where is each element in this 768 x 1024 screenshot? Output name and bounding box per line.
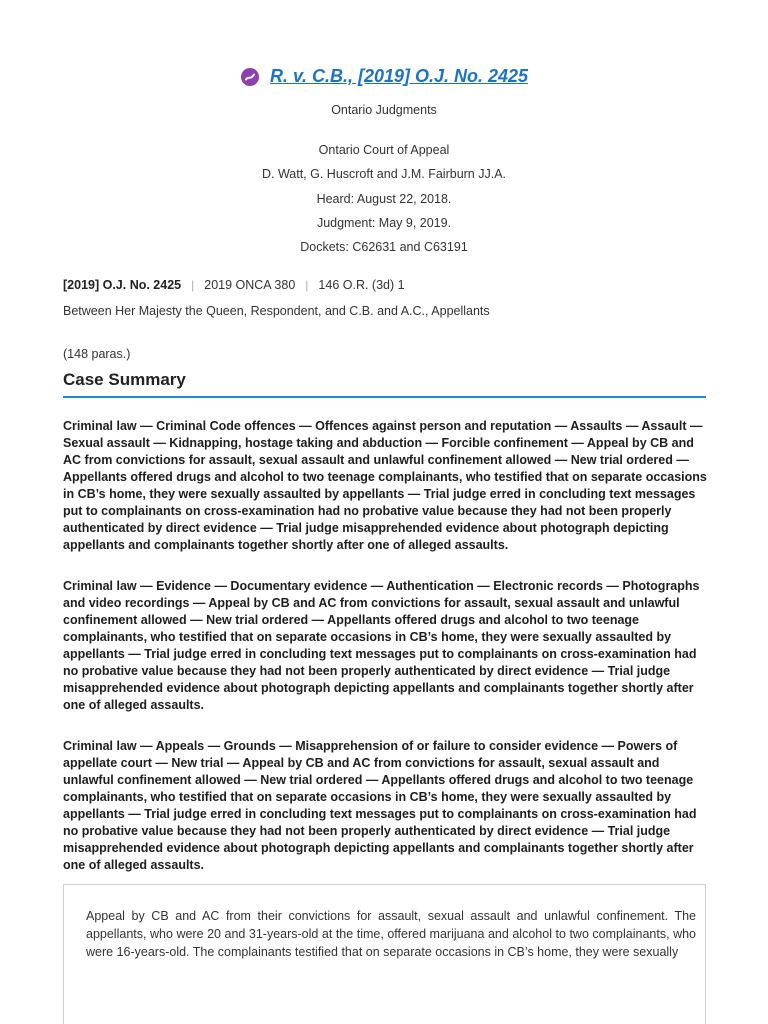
citation-row <box>63 278 405 292</box>
summary-paragraph: Criminal law — Criminal Code offences — Offences against person and reputation — Assaults — Assault — Sexual assault — Kidnapping, hostage taking and abduction — Forcible confinement — Appeal by CB and AC from convictions for assault, sexual assault and unlawful confinement allowed — New trial ordered — Appellants offered drugs and alcohol to two teenage complainants, who testified that on separate occasions in CB’s home, they were sexually assaulted by appellants — Trial judge erred in concluding text messages put to complainants on cross-examination had no probative value because they had not been properly authenticated by direct evidence — Trial judge misapprehended evidence about photograph depicting appellants and complainants together shortly after one of alleged assaults. <box>63 419 707 552</box>
heard-date: Heard: August 22, 2018. <box>316 192 452 206</box>
document-logo-icon <box>240 67 260 87</box>
case-title-link[interactable]: R. v. C.B., [2019] O.J. No. 2425 <box>269 66 529 86</box>
paragraph-count: (148 paras.) <box>63 347 131 361</box>
case-summary-heading: Case Summary <box>63 370 706 398</box>
case-title-row <box>0 66 768 98</box>
summary-paragraph: Criminal law — Appeals — Grounds — Misapprehension of or failure to consider evidence — Powers of appellate court — New trial — Appeal by CB and AC from convictions for assault, sexual assault and unlawful confinement allowed — New trial ordered — Appellants offered drugs and alcohol to two teenage complainants, who testified that on separate occasions in CB’s home, they were sexually assaulted by appellants — Trial judge erred in concluding text messages put to complainants on cross-examination had no probative value because they had not been properly authenticated by direct evidence — Trial judge misapprehended evidence about photograph depicting appellants and complainants together shortly after one of alleged assaults. <box>63 739 697 872</box>
publication-name: Ontario Judgments <box>331 103 437 117</box>
headnote-box <box>63 884 706 1024</box>
citation-separator: | <box>191 278 195 292</box>
citation-secondary: 2019 ONCA 380 <box>204 278 296 292</box>
headnote-text: Appeal by CB and AC from their convictions for assault, sexual assault and unlawful confinement. The appellants, who were 20 and 31-years-old at the time, offered marijuana and alcohol to two complainants, who were 16-years-old. The complainants testified that on separate occasions in CB’s home, they were sexually <box>86 909 696 959</box>
dockets: Dockets: C62631 and C63191 <box>300 240 468 254</box>
parties-line: Between Her Majesty the Queen, Respondent, and C.B. and A.C., Appellants <box>63 304 490 318</box>
summary-paragraph: Criminal law — Evidence — Documentary evidence — Authentication — Electronic records — Photographs and video recordings — Appeal by CB and AC from convictions for assault, sexual assault and unlawful confinement allowed — New trial ordered — Appellants offered drugs and alcohol to two teenage complainants, who testified that on separate occasions in CB’s home, they were sexually assaulted by appellants — Trial judge erred in concluding text messages put to complainants on cross-examination had no probative value because they had not been properly authenticated by direct evidence — Trial judge misapprehended evidence about photograph depicting appellants and complainants together shortly after one of alleged assaults. <box>63 579 700 712</box>
judges: D. Watt, G. Huscroft and J.M. Fairburn JJ.A. <box>261 167 507 181</box>
court-name: Ontario Court of Appeal <box>318 143 450 157</box>
citation-primary: [2019] O.J. No. 2425 <box>63 278 182 292</box>
citation-tertiary: 146 O.R. (3d) 1 <box>318 278 405 292</box>
citation-separator: | <box>305 278 309 292</box>
judgment-date: Judgment: May 9, 2019. <box>316 216 452 230</box>
